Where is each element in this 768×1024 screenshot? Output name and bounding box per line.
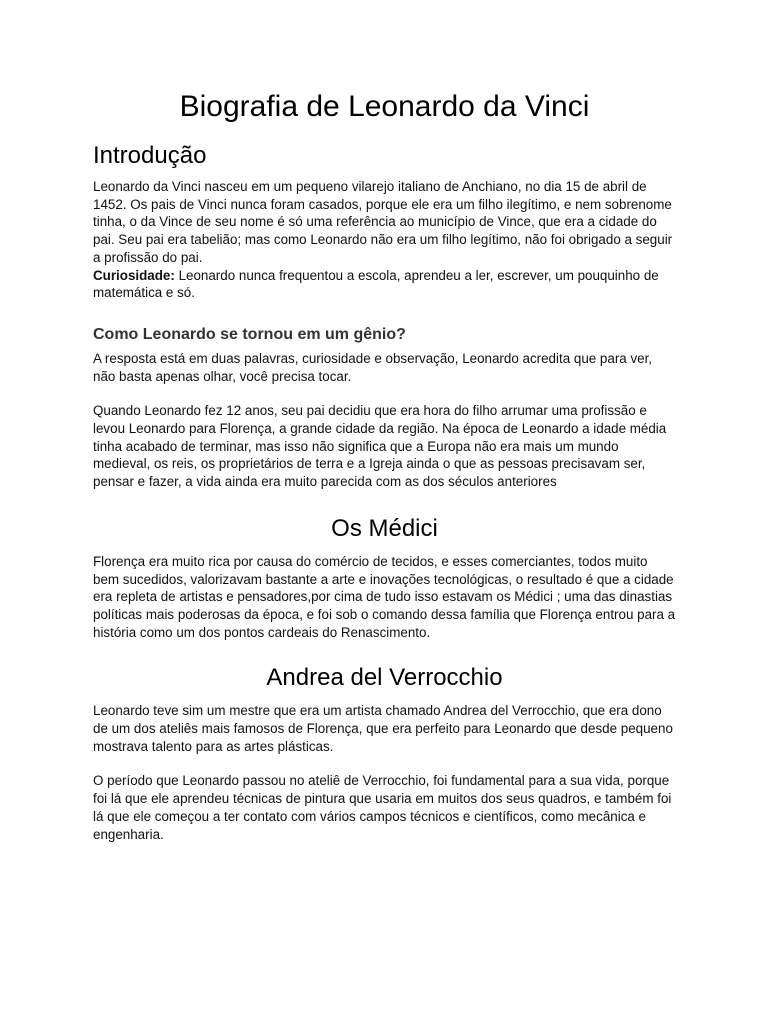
verrocchio-paragraph-1: Leonardo teve sim um mestre que era um artista chamado Andrea del Verrocchio, que era dono de um dos ateliês mais famosos de Florença, que era perfeito para Leonardo que desde pequeno mostrava talento para as artes plásticas. bbox=[93, 703, 673, 754]
curiosity-paragraph bbox=[93, 267, 676, 302]
genius-paragraph-2: Quando Leonardo fez 12 anos, seu pai decidiu que era hora do filho arrumar uma profissão e levou Leonardo para Florença, a grande cidade da região. Na época de Leonardo a idade média tinha acabado de terminar, mas isso não significa que a Europa não era mais um mundo medieval, os reis, os proprietários de terra e a Igreja ainda o que as pessoas precisavam ser, pensar e fazer, a vida ainda era muito parecida com as dos séculos anteriores bbox=[93, 403, 667, 490]
medici-paragraph: Florença era muito rica por causa do comércio de tecidos, e esses comerciantes, todos muito bem sucedidos, valorizavam bastante a arte e inovações tecnológicas, o resultado é que a cidade era repleta de artistas e pensadores,por cima de tudo isso estavam os Médici ; uma das dinastias políticas mais poderosas da época, e foi sob o comando dessa família que Florença entrou para a história como um dos pontos cardeais do Renascimento. bbox=[93, 553, 676, 640]
curiosity-text: Leonardo nunca frequentou a escola, aprendeu a ler, escrever, um pouquinho de matemática e só. bbox=[93, 267, 659, 301]
medici-heading: Os Médici bbox=[331, 514, 438, 542]
genius-paragraph-1: A resposta está em duas palavras, curiosidade e observação, Leonardo acredita que para ver, não basta apenas olhar, você precisa tocar. bbox=[93, 350, 653, 384]
genius-heading: Como Leonardo se tornou em um gênio? bbox=[93, 325, 406, 343]
verrocchio-heading: Andrea del Verrocchio bbox=[266, 664, 503, 692]
intro-paragraph: Leonardo da Vinci nasceu em um pequeno vilarejo italiano de Anchiano, no dia 15 de abril de 1452. Os pais de Vinci nunca foram casados, porque ele era um filho ilegítimo, e nem sobrenome tinha, o da Vince de seu nome é só uma referência ao município de Vince, que era a cidade do pai. Seu pai era tabelião; mas como Leonardo não era um filho legítimo, não foi obrigado a seguir a profissão do pai. bbox=[93, 179, 673, 265]
curiosity-label: Curiosidade: bbox=[93, 267, 175, 283]
intro-heading: Introdução bbox=[93, 142, 207, 169]
verrocchio-paragraph-2: O período que Leonardo passou no ateliê de Verrocchio, foi fundamental para a sua vida, porque foi lá que ele aprendeu técnicas de pintura que usaria em muitos dos seus quadros, e também foi lá que ele começou a ter contato com vários campos técnicos e científicos, como mecânica e engenharia. bbox=[93, 773, 672, 842]
document-title: Biografia de Leonardo da Vinci bbox=[179, 90, 590, 123]
